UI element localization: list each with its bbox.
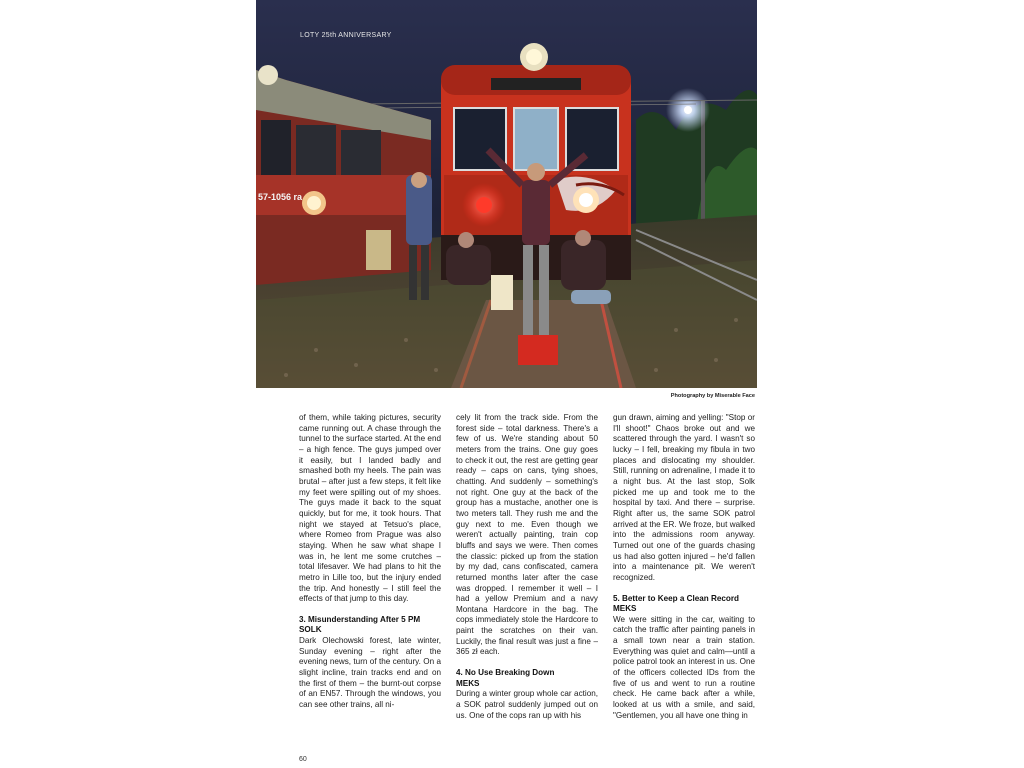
photo-credit: Photography by Miserable Face <box>670 393 755 399</box>
article-columns <box>299 413 755 721</box>
magazine-page <box>256 0 757 768</box>
paragraph: We were sitting in the car, waiting to catch the traffic after painting panels in a small town near a train station. Everything was quiet and calm—until a police patrol took an interest in us. One of the officers collected IDs from the five of us and went to run a routine check. He came back after a while, looked at us with a smile, and said, "Gentlemen, you all have one thing in <box>613 614 755 720</box>
column-2 <box>456 413 598 721</box>
night-train-photo <box>256 0 757 388</box>
page-number: 60 <box>299 756 307 763</box>
column-3 <box>613 413 755 721</box>
section-author-5: MEKS <box>613 604 637 614</box>
paragraph: During a winter group whole car action, a SOK patrol suddenly jumped out on us. One of the cops ran up with his <box>456 689 598 720</box>
paragraph: gun drawn, aiming and yelling: "Stop or I'll shoot!" Chaos broke out and we scattered through the yard. I wasn't so lucky – I fell, breaking my fibula in two places and dislocating my shoulder. Still, running on adrenaline, I made it to a night bus. At the last stop, Solk picked me up and took me to the hospital by taxi. And there – surprise. Right after us, the same SOK patrol arrived at the ER. We froze, but walked into the admissions room anyway. Turned out one of the guards chasing us had also gotten injured – he'd fallen into a maintenance pit. We weren't recognized. <box>613 413 755 582</box>
section-heading-3: 3. Misunderstanding After 5 PM <box>299 614 421 624</box>
section-author-4: MEKS <box>456 678 480 688</box>
section-heading-4: 4. No Use Breaking Down <box>456 668 555 678</box>
train-number: 57-1056 ra <box>258 192 303 202</box>
anniversary-label: LOTY 25th ANNIVERSARY <box>300 32 392 39</box>
column-1 <box>299 413 441 721</box>
paragraph: of them, while taking pictures, security came running out. A chase through the tunnel to the surface started. At the end – a high fence. The guys jumped over it easily, but I landed badly and smashed both my heels. The pain was brutal – after just a few steps, it felt like my feet were spilling out of my shoes. The guys made it back to the squat quickly, but for me, it took hours. That night we stayed at Tetsuo's place, where Romeo from Prague was also staying. When he saw what shape I was in, he lent me some crutches – total lifesaver. We had plans to hit the metro in Lille too, but the injury ended the trip. And honestly – I still feel the effects of that jump to this day. <box>299 413 441 604</box>
feature-photo <box>256 0 757 388</box>
section-author-3: SOLK <box>299 625 322 635</box>
paragraph: Dark Olechowski forest, late winter, Sunday evening – right after the evening news, turn of the century. On a slight incline, train tracks end and on the first of them – the burnt-out corpse of an EN57. Through the windows, you can see other trains, all ni- <box>299 636 441 710</box>
paragraph: cely lit from the track side. From the forest side – total darkness. There's a few of us. We're standing about 50 meters from the trains. One guy goes to check it out, the rest are getting gear ready – caps on cans, tying shoes, chatting. And suddenly – something's not right. One guy at the back of the group has a mustache, another one is two meters tall. They rush me and the guy next to me. Even though we weren't actually painting, train cop bluffs and says we were. Then comes the classic: picked up from the station by my dad, cans confiscated, camera returned months later after the case was dropped. I remember it well – I had a yellow Premium and a navy Montana Hardcore in the bag. The cops immediately stole the Hardcore to paint the scratches on their van. Luckily, the final result was just a fine – 365 zł each. <box>456 413 598 657</box>
section-heading-5: 5. Better to Keep a Clean Record <box>613 593 739 603</box>
